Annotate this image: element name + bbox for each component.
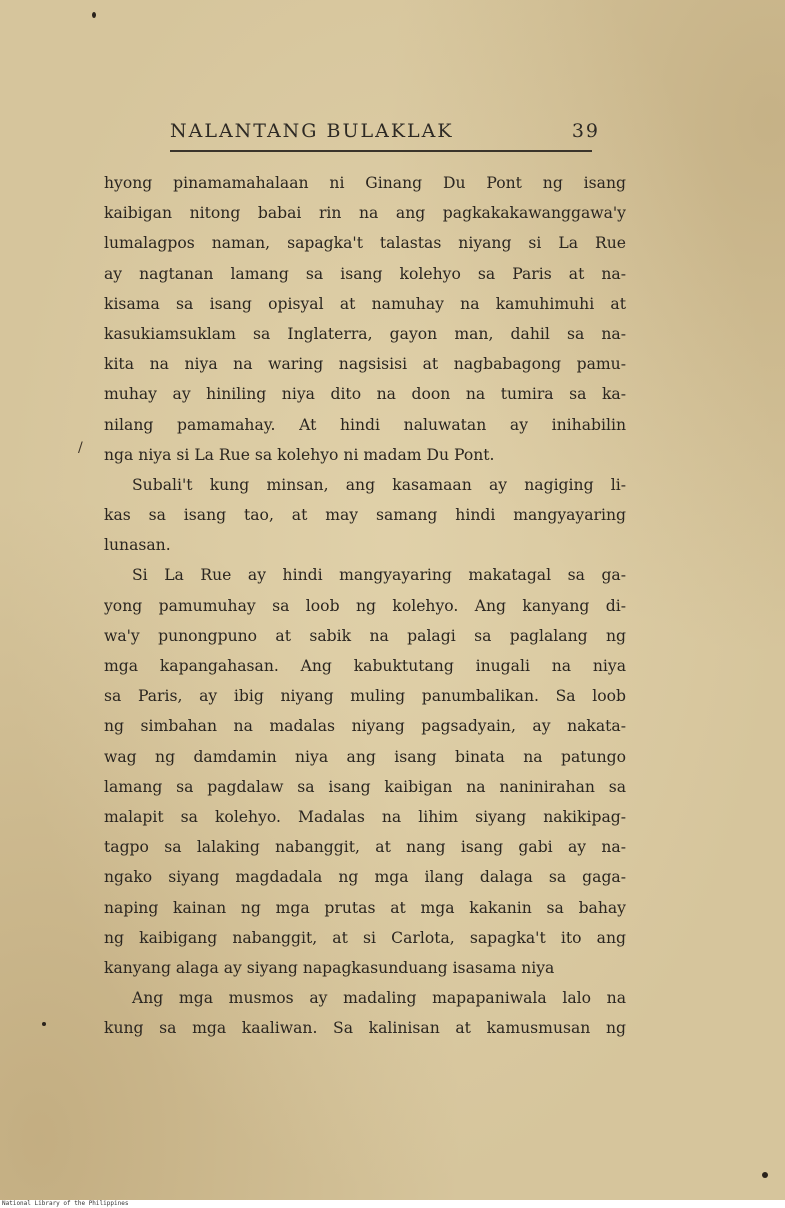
text-line: ngako siyang magdadala ng mga ilang dalaga sa gaga- [104,868,626,887]
text-line: kaibigan nitong babai rin na ang pagkakakawanggawa'y [104,204,626,223]
text-line: lamang sa pagdalaw sa isang kaibigan na naninirahan sa [104,777,626,796]
text-line: Ang mga musmos ay madaling mapapaniwala lalo na [132,989,626,1008]
text-line: kisama sa isang opisyal at namuhay na kamuhimuhi at [104,294,626,313]
page-number: 39 [571,120,600,142]
margin-mark: / [78,440,83,456]
text-line: sa Paris, ay ibig niyang muling panumbalikan. Sa loob [104,687,626,706]
running-header [170,120,600,150]
text-line: tagpo sa lalaking nabanggit, at nang isang gabi ay na- [104,838,626,857]
text-line: kung sa mga kaaliwan. Sa kalinisan at kamusmusan ng [104,1019,626,1038]
ink-spot [762,1172,768,1178]
text-line: wag ng damdamin niya ang isang binata na patungo [104,747,626,766]
text-line: nga niya si La Rue sa kolehyo ni madam Du Pont. [104,445,495,464]
header-rule [170,150,592,152]
text-line: yong pamumuhay sa loob ng kolehyo. Ang kanyang di- [104,596,626,615]
text-line: mga kapangahasan. Ang kabuktutang inugali na niya [104,657,626,675]
text-line: lumalagpos naman, sapagka't talastas niyang si La Rue [104,234,626,253]
text-line: hyong pinamamahalaan ni Ginang Du Pont ng isang [104,174,626,192]
text-line: malapit sa kolehyo. Madalas na lihim siyang nakikipag- [104,807,626,826]
text-line: kanyang alaga ay siyang napagkasunduang isasama niya [104,958,555,977]
ink-spot [42,1022,46,1026]
footer-credit: National Library of the Philippines [0,1200,785,1208]
text-line: kita na niya na waring nagsisisi at nagbabagong pamu- [104,355,626,374]
text-line: Si La Rue ay hindi mangyayaring makatagal sa ga- [132,566,626,585]
body-text [104,168,626,1043]
text-line: kas sa isang tao, at may samang hindi mangyayaring [104,506,626,525]
text-line: naping kainan ng mga prutas at mga kakanin sa bahay [104,898,626,917]
text-line: Subali't kung minsan, ang kasamaan ay nagiging li- [132,475,626,494]
running-title: NALANTANG BULAKLAK [170,120,454,142]
text-line: ay nagtanan lamang sa isang kolehyo sa Paris at na- [104,264,626,283]
text-line: kasukiamsuklam sa Inglaterra, gayon man, dahil sa na- [104,324,626,343]
text-line: nilang pamamahay. At hindi naluwatan ay inihabilin [104,415,626,434]
text-line: ng kaibigang nabanggit, at si Carlota, sapagka't ito ang [104,928,626,947]
text-line: ng simbahan na madalas niyang pagsadyain, ay nakata- [104,717,626,736]
text-line: wa'y punongpuno at sabik na palagi sa paglalang ng [104,626,626,645]
text-line: lunasan. [104,536,171,555]
text-line: muhay ay hiniling niya dito na doon na tumira sa ka- [104,385,626,404]
ink-spot [92,12,96,18]
